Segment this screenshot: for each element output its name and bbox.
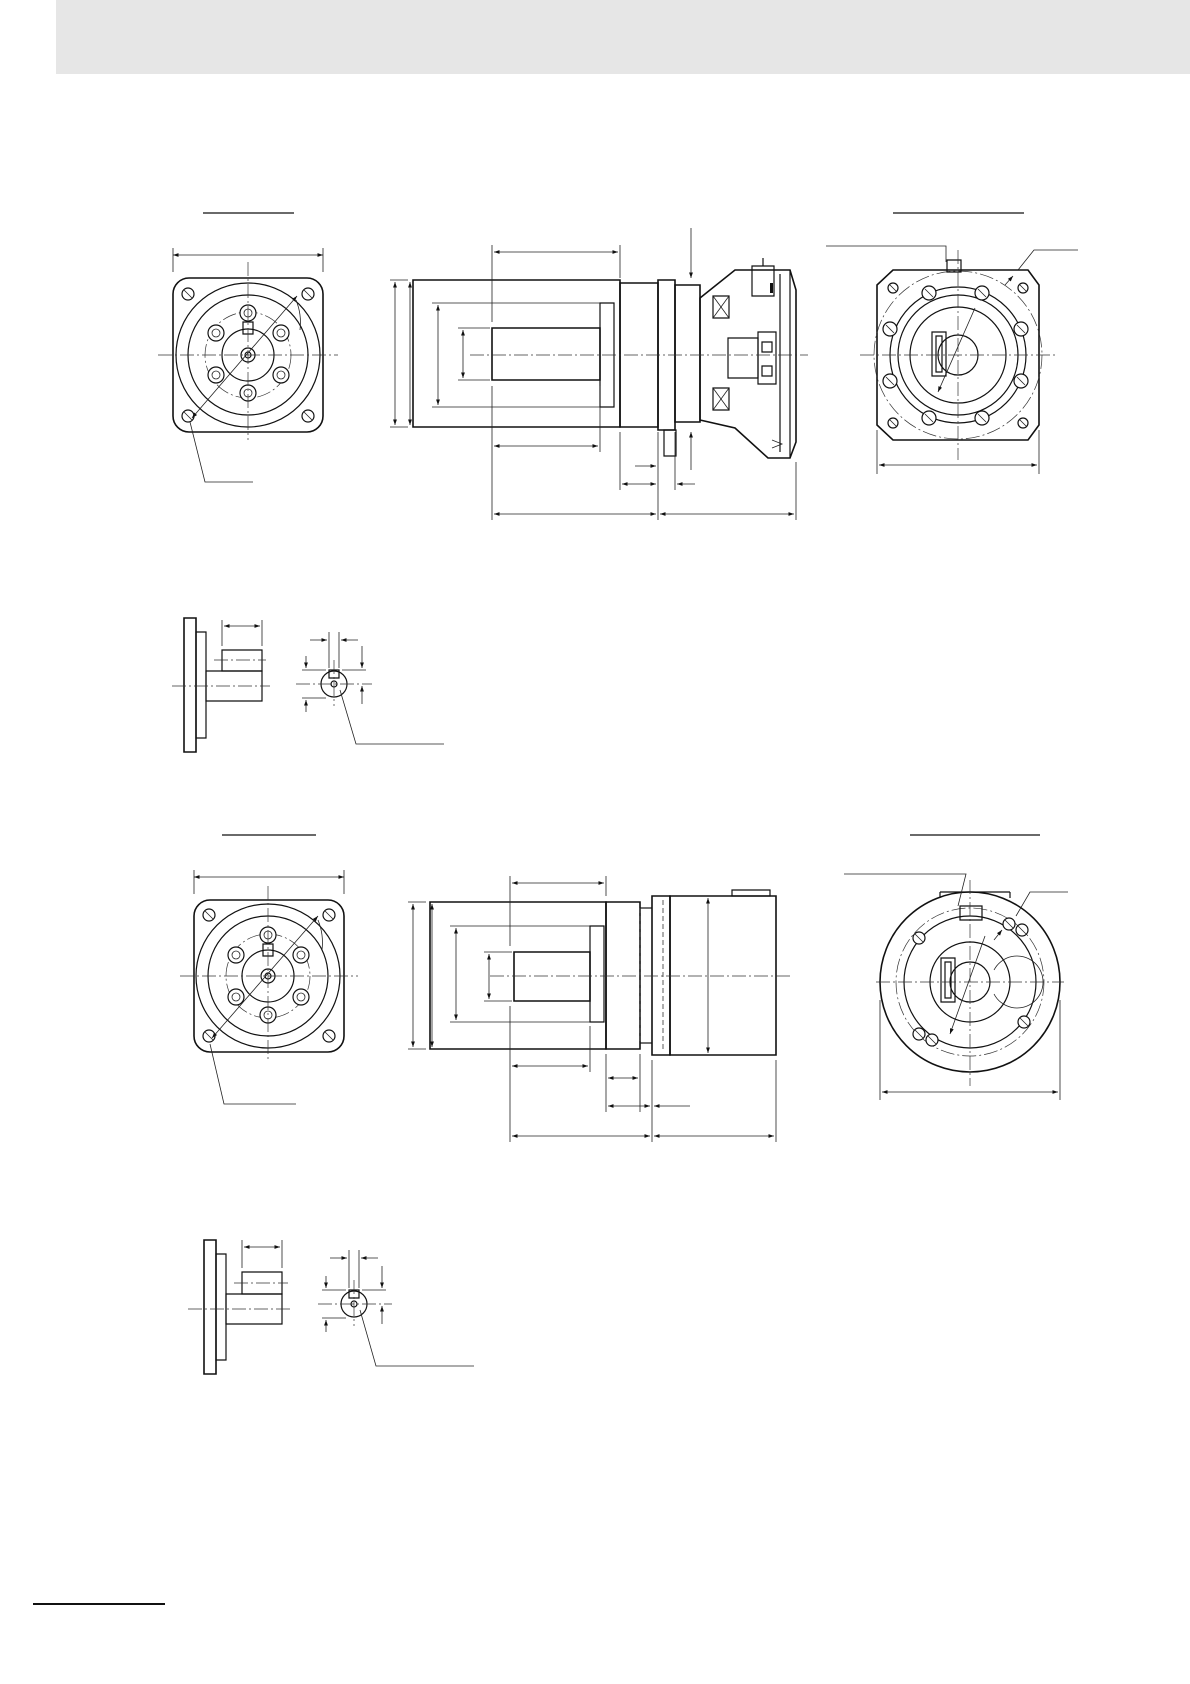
lower-shaft-key-detail <box>188 1240 474 1374</box>
lower-gearhead-side-view <box>408 876 792 1142</box>
upper-flange-front-view <box>158 213 338 482</box>
upper-input-end-view <box>826 213 1078 474</box>
upper-gearhead-side-view <box>390 228 808 520</box>
upper-shaft-key-detail <box>172 618 444 752</box>
lower-input-end-view <box>844 835 1068 1100</box>
page-footer-rule <box>33 1603 165 1605</box>
lower-flange-front-view <box>180 835 358 1104</box>
upper-drawing <box>158 213 1078 752</box>
lower-drawing <box>180 835 1068 1374</box>
